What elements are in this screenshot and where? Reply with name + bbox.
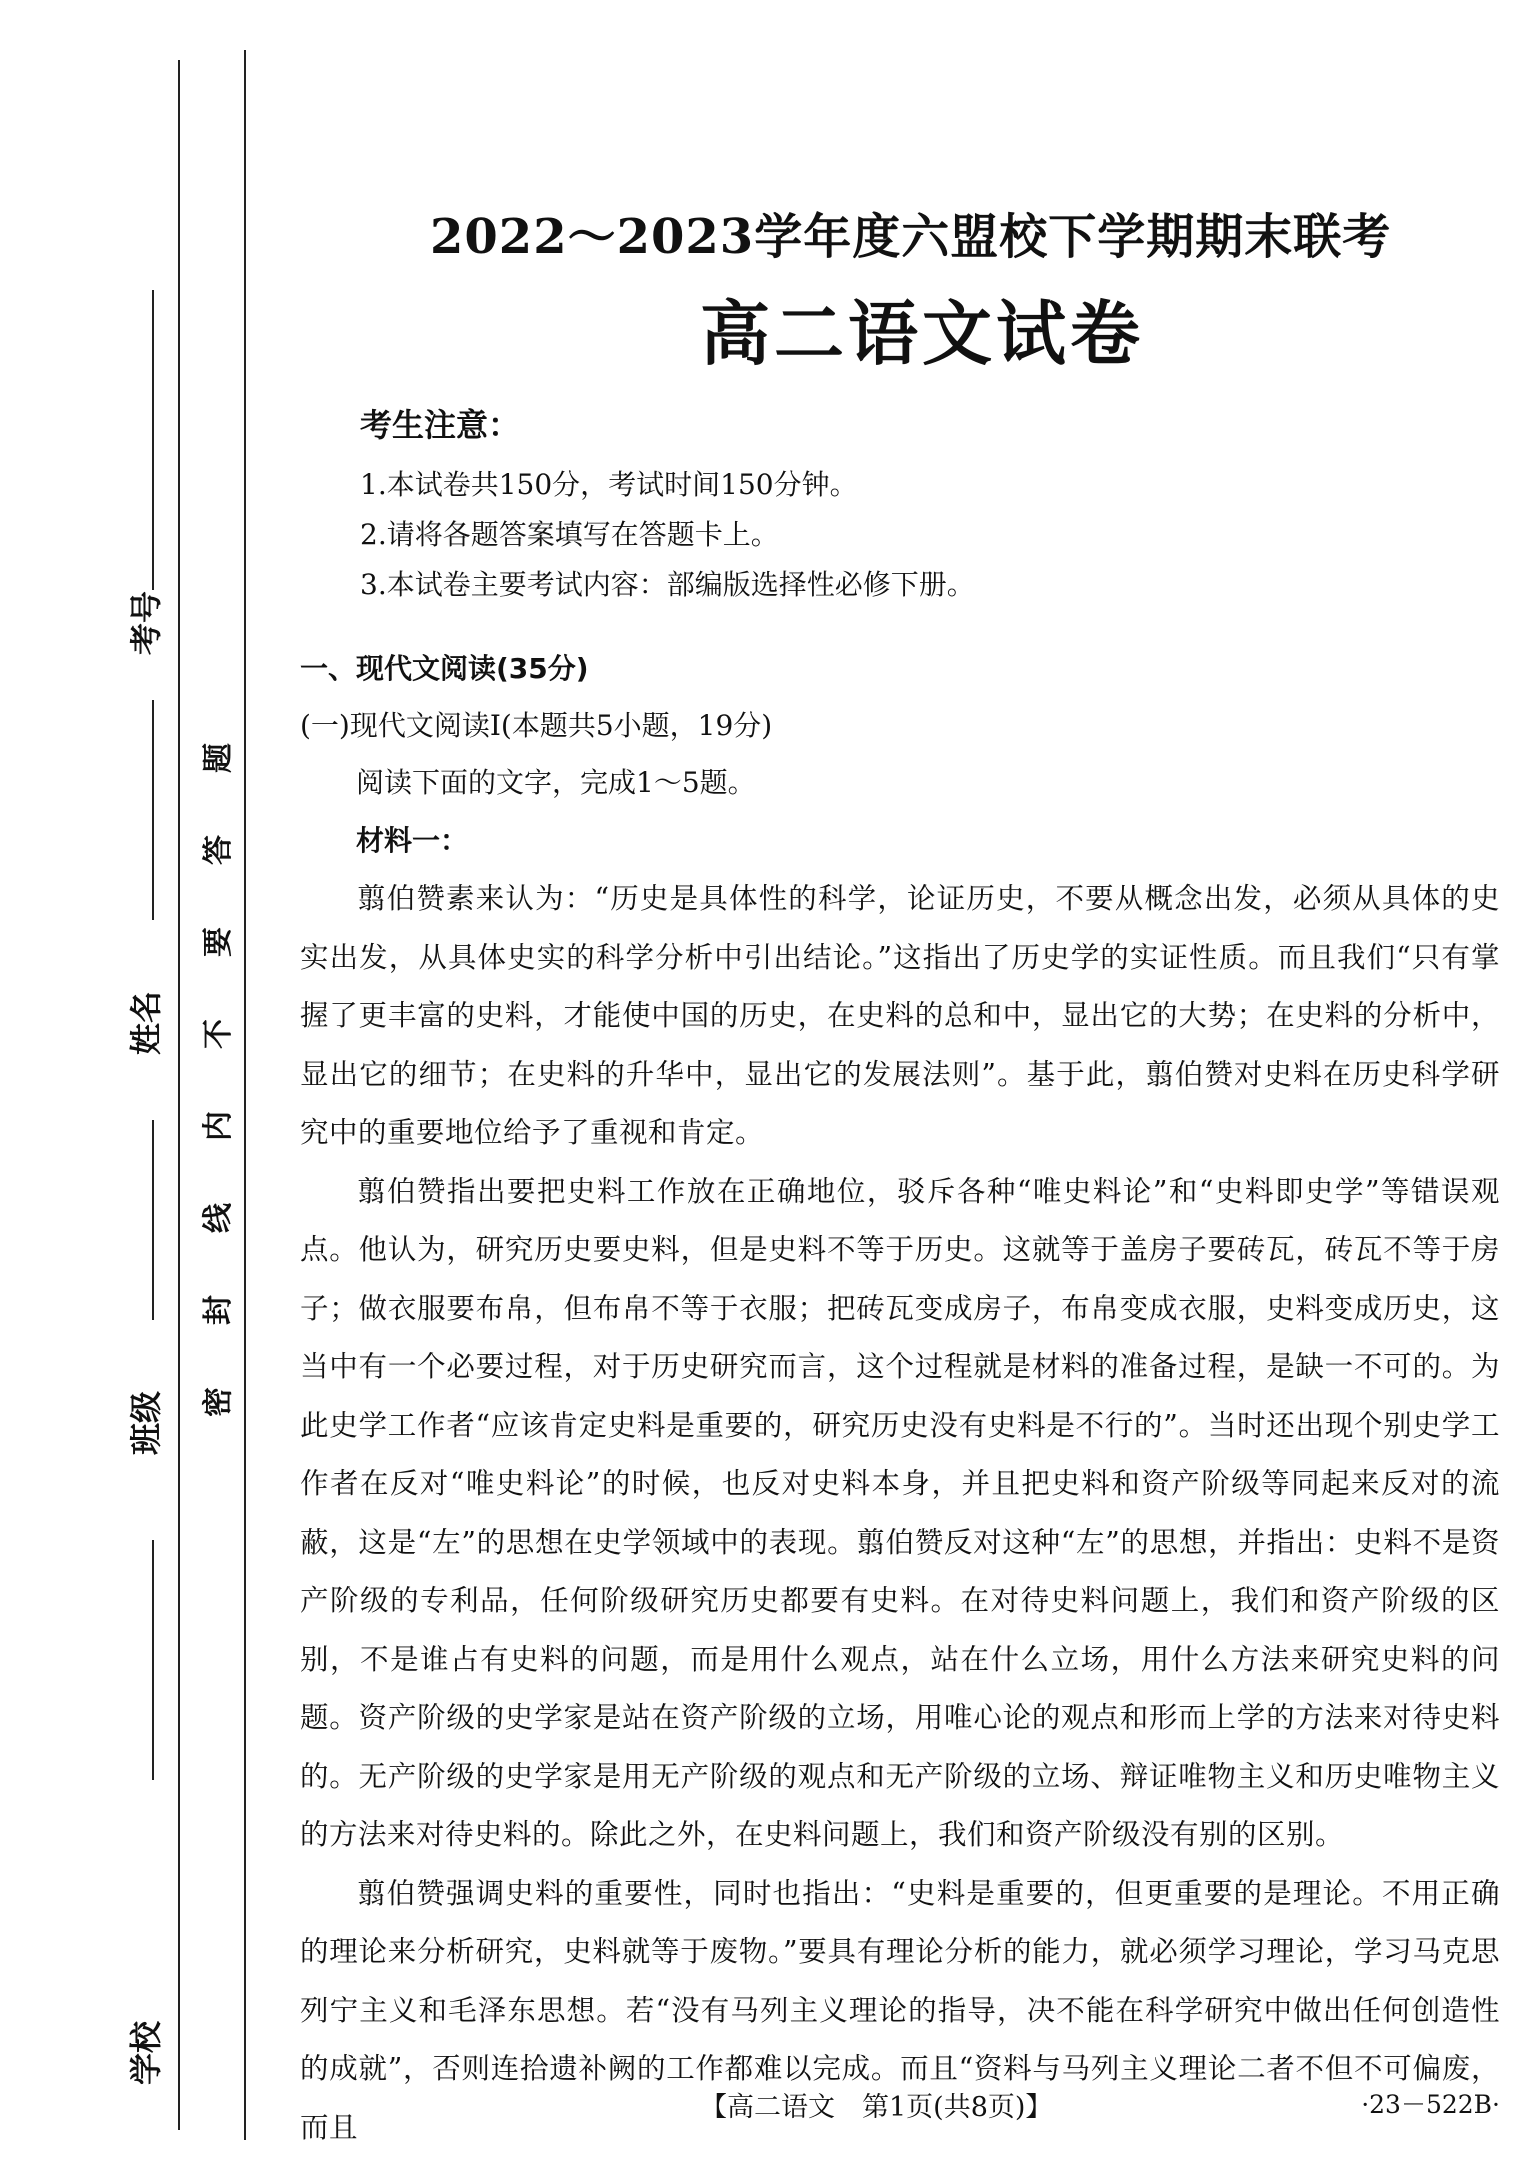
- notice-item: 2.请将各题答案填写在答题卡上。: [360, 518, 779, 551]
- section-subheading: (一)现代文阅读Ⅰ(本题共5小题，19分): [300, 709, 773, 742]
- seal-char-6: 要: [201, 927, 236, 957]
- margin-outer-line: [178, 60, 180, 2130]
- material-label: 材料一：: [356, 824, 469, 857]
- passage-paragraph: 翦伯赞指出要把史料工作放在正确地位，驳斥各种“唯史料论”和“史料即史学”等错误观点。他认为，研究历史要史料，但是史料不等于历史。这就等于盖房子要砖瓦，砖瓦不等于房子；做衣服要布帛，但布帛不等于衣服；把砖瓦变成房子，布帛变成衣服，史料变成历史，这当中有一个必要过程，对于历史研究而言，这个过程就是材料的准备过程，是缺一不可的。为此史学工作者“应该肯定史料是重要的，研究历史没有史料是不行的”。当时还出现个别史学工作者在反对“唯史料论”的时候，也反对史料本身，并且把史料和资产阶级等同起来反对的流蔽，这是“左”的思想在史学领域中的表现。翦伯赞反对这种“左”的思想，并指出：史料不是资产阶级的专利品，任何阶级研究历史都要有史料。在对待史料问题上，我们和资产阶级的区别，不是谁占有史料的问题，而是用什么观点，站在什么立场，用什么方法来研究史料的问题。资产阶级的史学家是站在资产阶级的立场，用唯心论的观点和形而上学的方法来对待史料的。无产阶级的史学家是用无产阶级的观点和无产阶级的立场、辩证唯物主义和历史唯物主义的方法来对待史料的。除此之外，在史料问题上，我们和资产阶级没有别的区别。: [300, 1174, 1500, 1851]
- name-fill-line[interactable]: [152, 700, 154, 920]
- exam-subject-title: 高二语文试卷: [700, 293, 1144, 375]
- passage-paragraph: 翦伯赞强调史料的重要性，同时也指出：“史料是重要的，但更重要的是理论。不用正确的理论来分析研究，史料就等于废物。”要具有理论分析的能力，就必须学习理论，学习马克思列宁主义和毛泽东思想。若“没有马列主义理论的指导，决不能在科学研究中做出任何创造性的成就”，否则连拾遗补阙的工作都难以完成。而且“资料与马列主义理论二者不但不可偏废，而且: [300, 1876, 1500, 2144]
- seal-char-5: 不: [201, 1019, 236, 1049]
- section-heading: 一、现代文阅读(35分): [300, 652, 589, 685]
- school-label: 学校: [127, 2020, 166, 2086]
- school-fill-line[interactable]: [152, 1540, 154, 1780]
- reading-instruction: 阅读下面的文字，完成1～5题。: [356, 766, 756, 799]
- passage-paragraph: 翦伯赞素来认为：“历史是具体性的科学，论证历史，不要从概念出发，必须从具体的史实出发，从具体史实的科学分析中引出结论。”这指出了历史学的实证性质。而且我们“只有掌握了更丰富的史料，才能使中国的历史，在史料的总和中，显出它的大势；在史料的分析中，显出它的细节；在史料的升华中，显出它的发展法则”。基于此，翦伯赞对史料在历史科学研究中的重要地位给予了重视和肯定。: [300, 882, 1500, 1149]
- paper-code: ·23－522B·: [1361, 2090, 1500, 2119]
- seal-char-1: 密: [201, 1387, 236, 1417]
- seal-char-3: 线: [201, 1203, 236, 1233]
- page-number-info: 【高二语文 第1页(共8页)】: [700, 2092, 1053, 2123]
- seal-char-2: 封: [201, 1295, 236, 1325]
- seal-char-4: 内: [201, 1111, 236, 1141]
- material-label-row: [300, 812, 1500, 870]
- binding-margin: [0, 0, 250, 2170]
- margin-seal-line: [244, 50, 246, 2140]
- exam-title: 2022～2023学年度六盟校下学期期末联考: [430, 209, 1392, 265]
- seal-char-7: 答: [201, 835, 236, 865]
- exam-number-fill-line[interactable]: [152, 290, 154, 590]
- notice-title: 考生注意：: [360, 406, 521, 444]
- class-fill-line[interactable]: [152, 1120, 154, 1320]
- page-footer: [300, 2085, 1500, 2125]
- class-label: 班级: [127, 1390, 166, 1456]
- notice-item: 1.本试卷共150分，考试时间150分钟。: [360, 468, 858, 501]
- notice-item: 3.本试卷主要考试内容：部编版选择性必修下册。: [360, 568, 975, 601]
- seal-char-8: 题: [201, 743, 236, 773]
- candidate-notice: [360, 400, 1460, 610]
- name-label: 姓名: [127, 990, 166, 1056]
- exam-number-label: 考号: [127, 590, 166, 656]
- reading-section: [300, 640, 1500, 2157]
